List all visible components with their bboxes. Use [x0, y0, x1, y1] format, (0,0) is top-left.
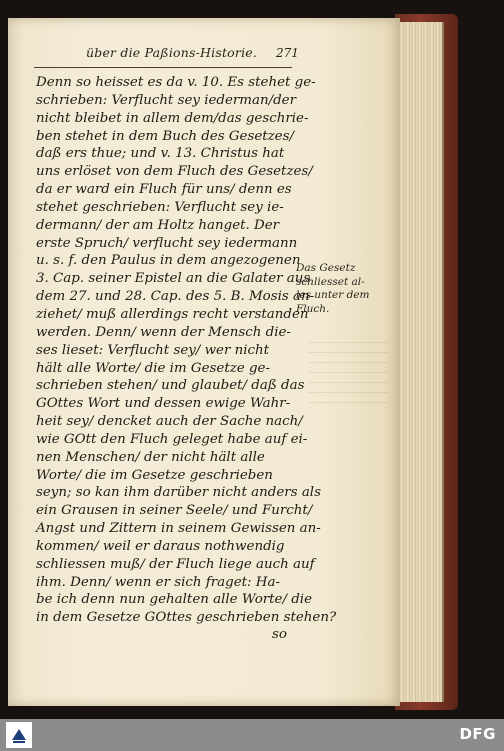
text-line: Denn so heisset es da v. 10. Es stehet ge- — [36, 75, 316, 90]
dfg-brand[interactable]: DFG — [459, 725, 496, 743]
text-line: schrieben stehen/ und glaubet/ daß das — [36, 378, 305, 394]
text-line: schliessen muß/ der Fluch liege auch auf — [36, 556, 315, 572]
text-line: GOttes Wort und dessen ewige Wahr- — [36, 396, 291, 412]
text-line: nicht bleibet in allem dem/das geschrie- — [36, 110, 309, 126]
text-line: 3. Cap. seiner Epistel an die Galater aus — [36, 271, 311, 287]
text-line: erste Spruch/ verflucht sey iedermann — [36, 235, 298, 251]
text-line: ihm. Denn/ wenn er sich fraget: Ha- — [36, 574, 280, 590]
text-line: u. s. f. den Paulus in dem angezogenen — [36, 253, 301, 269]
text-line: hält alle Worte/ die im Gesetze ge- — [36, 360, 270, 376]
text-line: dermann/ der am Holtz hanget. Der — [36, 217, 280, 233]
text-line: daß ers thue; und v. 13. Christus hat — [36, 146, 285, 162]
text-line: uns erlöset von dem Fluch des Gesetzes/ — [36, 164, 313, 180]
text-line: ziehet/ muß allerdings recht verstanden — [36, 306, 309, 322]
page-number: 271 — [276, 46, 299, 60]
text-line: schrieben: Verflucht sey iederman/der — [36, 92, 297, 108]
marginal-line: les unter dem — [296, 289, 370, 301]
text-line: ses lieset: Verflucht sey/ wer nicht — [36, 342, 270, 358]
text-line: nen Menschen/ der nicht hält alle — [36, 449, 265, 465]
library-logo-icon[interactable] — [6, 722, 32, 748]
marginal-line: schliesset al- — [296, 275, 365, 288]
text-line: wie GOtt den Fluch geleget habe auf ei- — [36, 431, 308, 447]
footer-bar — [0, 719, 504, 751]
head-rule — [34, 67, 292, 68]
text-line: be ich denn nun gehalten alle Worte/ die — [36, 592, 313, 608]
catchword: so — [272, 627, 287, 642]
text-line: in dem Gesetze GOttes geschrieben stehen? — [36, 610, 337, 626]
show-through — [308, 333, 388, 403]
text-line: Worte/ die im Gesetze geschrieben — [36, 467, 273, 483]
text-line: heit sey/ dencket auch der Sache nach/ — [36, 414, 303, 430]
running-head: über die Paßions-Historie. — [86, 45, 258, 60]
book-page — [8, 18, 400, 706]
text-line: stehet geschrieben: Verflucht sey ie- — [36, 199, 284, 215]
marginal-line: Fluch. — [296, 302, 330, 315]
text-line: ein Grausen in seiner Seele/ und Furcht/ — [36, 503, 313, 519]
text-line: werden. Denn/ wenn der Mensch die- — [36, 324, 291, 340]
text-line: seyn; so kan ihm darüber nicht anders als — [36, 485, 321, 501]
text-line: kommen/ weil er daraus nothwendig — [36, 538, 285, 554]
marginal-note — [296, 262, 380, 316]
text-line: Angst und Zittern in seinem Gewissen an- — [36, 521, 321, 537]
text-line: dem 27. und 28. Cap. des 5. B. Mosis an- — [36, 289, 315, 305]
marginal-line: Das Gesetz — [296, 262, 356, 274]
text-line: ben stehet in dem Buch des Gesetzes/ — [36, 128, 294, 144]
text-line: da er ward ein Fluch für uns/ denn es — [36, 182, 292, 198]
